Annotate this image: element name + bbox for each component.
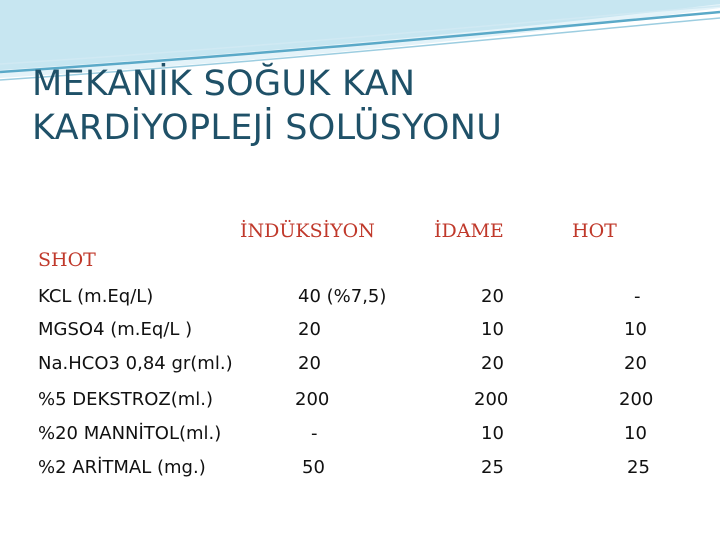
cell-mannitol-maintenance: 10 bbox=[481, 423, 504, 444]
cell-dekstroz-hot: 200 bbox=[619, 389, 654, 410]
cell-mgso4-induction: 20 bbox=[298, 319, 321, 340]
cell-mannitol-hot: 10 bbox=[624, 423, 647, 444]
row-label-aritmal: %2 ARİTMAL (mg.) bbox=[38, 457, 206, 478]
cell-nahco3-hot: 20 bbox=[624, 353, 647, 374]
cell-mgso4-maintenance: 10 bbox=[481, 319, 504, 340]
cell-kcl-induction: 40 (%7,5) bbox=[298, 286, 387, 307]
row-label-mgso4: MGSO4 (m.Eq/L ) bbox=[38, 319, 193, 340]
cell-mgso4-hot: 10 bbox=[624, 319, 647, 340]
cell-nahco3-maintenance: 20 bbox=[481, 353, 504, 374]
cell-kcl-hot: - bbox=[634, 286, 641, 307]
row-label-dekstroz: %5 DEKSTROZ(ml.) bbox=[38, 389, 214, 410]
cell-dekstroz-maintenance: 200 bbox=[474, 389, 509, 410]
column-header-shot: SHOT bbox=[38, 249, 96, 271]
row-label-kcl: KCL (m.Eq/L) bbox=[38, 286, 154, 307]
column-header-maintenance: İDAME bbox=[434, 220, 504, 242]
column-header-induction: İNDÜKSİYON bbox=[240, 220, 375, 242]
cell-kcl-maintenance: 20 bbox=[481, 286, 504, 307]
cell-aritmal-hot: 25 bbox=[627, 457, 650, 478]
cell-aritmal-induction: 50 bbox=[302, 457, 325, 478]
row-label-mannitol: %20 MANNİTOL(ml.) bbox=[38, 423, 222, 444]
cell-dekstroz-induction: 200 bbox=[295, 389, 330, 410]
slide-title bbox=[32, 62, 692, 150]
cell-mannitol-induction: - bbox=[311, 423, 318, 444]
column-header-hot: HOT bbox=[572, 220, 617, 242]
slide-title-line-1: MEKANİK SOĞUK KAN bbox=[32, 64, 416, 104]
cell-aritmal-maintenance: 25 bbox=[481, 457, 504, 478]
slide-title-line-2: KARDİYOPLEJİ SOLÜSYONU bbox=[32, 108, 503, 148]
row-label-nahco3: Na.HCO3 0,84 gr(ml.) bbox=[38, 353, 233, 374]
cell-nahco3-induction: 20 bbox=[298, 353, 321, 374]
